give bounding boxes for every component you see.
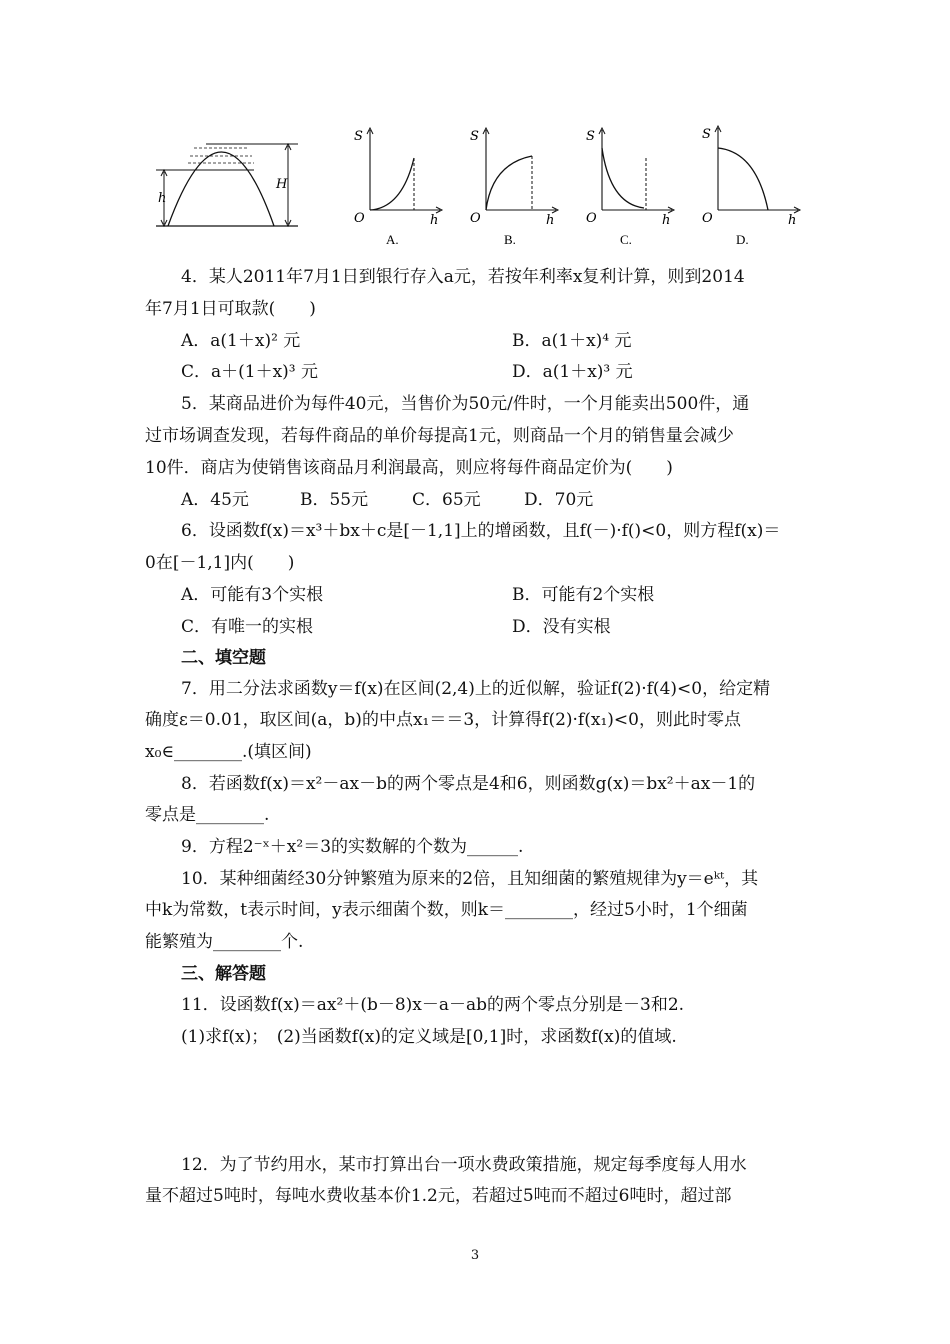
q10-line2: 中k为常数，t表示时间，y表示细菌个数，则k＝________，经过5小时，1个细菌 xyxy=(145,900,748,920)
axis-h-label: h xyxy=(546,213,555,228)
q4-line2: 年7月1日可取款( ) xyxy=(145,299,316,319)
section-heading-fill-blank: 二、填空题 xyxy=(181,648,266,668)
q7-line3: x₀∈________.(填区间) xyxy=(145,742,312,762)
q4-option-b: B．a(1＋x)⁴ 元 xyxy=(512,331,632,351)
caption-a: A. xyxy=(386,232,399,247)
q8-line2: 零点是________. xyxy=(145,805,270,825)
axis-s-label: S xyxy=(702,127,711,142)
q10-line3: 能繁殖为________个. xyxy=(145,932,304,952)
figure-row xyxy=(150,118,810,258)
caption-b: B. xyxy=(504,232,516,247)
q6-option-c: C．有唯一的实根 xyxy=(181,617,314,637)
caption-d: D. xyxy=(736,232,749,247)
axis-h-label: h xyxy=(662,213,671,228)
page-number: 3 xyxy=(470,1248,480,1263)
q8-line1: 8．若函数f(x)＝x²－ax－b的两个零点是4和6，则函数g(x)＝bx²＋ax－1的 xyxy=(181,774,756,794)
q7-line1: 7．用二分法求函数y＝f(x)在区间(2,4)上的近似解，验证f(2)·f(4)<0，给定精 xyxy=(181,679,771,699)
q12-line2: 量不超过5吨时，每吨水费收基本价1.2元，若超过5吨而不超过6吨时，超过部 xyxy=(145,1186,732,1206)
graph-a xyxy=(342,118,452,253)
q5-line1: 5．某商品进价为每件40元，当售价为50元/件时，一个月能卖出500件，通 xyxy=(181,394,750,414)
q6-option-d: D．没有实根 xyxy=(512,617,611,637)
origin-label: O xyxy=(470,211,481,226)
axis-s-label: S xyxy=(586,129,595,144)
origin-label: O xyxy=(354,211,365,226)
label-h: h xyxy=(158,191,167,206)
origin-label: O xyxy=(702,211,713,226)
q9-line1: 9．方程2⁻ˣ＋x²＝3的实数解的个数为______. xyxy=(181,837,524,857)
q11-line2: (1)求f(x)； (2)当函数f(x)的定义域是[0,1]时，求函数f(x)的值域. xyxy=(181,1027,677,1047)
axis-s-label: S xyxy=(470,129,479,144)
q4-option-c: C．a＋(1＋x)³ 元 xyxy=(181,362,319,382)
q4-option-a: A．a(1＋x)² 元 xyxy=(181,331,301,351)
axis-h-label: h xyxy=(430,213,439,228)
axis-s-label: S xyxy=(354,129,363,144)
q5-option-b: B．55元 xyxy=(300,490,369,510)
graph-c xyxy=(574,118,684,253)
q4-option-d: D．a(1＋x)³ 元 xyxy=(512,362,633,382)
q12-line1: 12．为了节约用水，某市打算出台一项水费政策措施，规定每季度每人用水 xyxy=(181,1155,747,1175)
q5-line3: 10件．商店为使销售该商品月利润最高，则应将每件商品定价为( ) xyxy=(145,458,673,478)
q5-option-c: C．65元 xyxy=(412,490,481,510)
q6-option-b: B．可能有2个实根 xyxy=(512,585,655,605)
q7-line2: 确度ε＝0.01，取区间(a，b)的中点x₁＝＝3，计算得f(2)·f(x₁)<0，则此时零点 xyxy=(145,710,741,730)
q6-line1: 6．设函数f(x)＝x³＋bx＋c是[－1,1]上的增函数，且f(－)·f()<0，则方程f(x)＝ xyxy=(181,521,781,541)
axis-h-label: h xyxy=(788,213,797,228)
q5-option-a: A．45元 xyxy=(181,490,249,510)
q10-line1: 10．某种细菌经30分钟繁殖为原来的2倍，且知细菌的繁殖规律为y＝eᵏᵗ，其 xyxy=(181,869,759,889)
q5-line2: 过市场调查发现，若每件商品的单价每提高1元，则商品一个月的销售量会减少 xyxy=(145,426,734,446)
q4-line1: 4．某人2011年7月1日到银行存入a元，若按年利率x复利计算，则到2014 xyxy=(181,267,745,287)
q5-option-d: D．70元 xyxy=(524,490,594,510)
section-heading-answer: 三、解答题 xyxy=(181,964,266,984)
label-H: H xyxy=(276,177,288,192)
graph-b xyxy=(458,118,568,253)
q11-line1: 11．设函数f(x)＝ax²＋(b－8)x－a－ab的两个零点分别是－3和2. xyxy=(181,995,685,1015)
q6-option-a: A．可能有3个实根 xyxy=(181,585,324,605)
graph-d xyxy=(690,118,810,253)
container-figure xyxy=(150,118,300,233)
q6-line2: 0在[－1,1]内( ) xyxy=(145,553,295,573)
origin-label: O xyxy=(586,211,597,226)
caption-c: C. xyxy=(620,232,632,247)
